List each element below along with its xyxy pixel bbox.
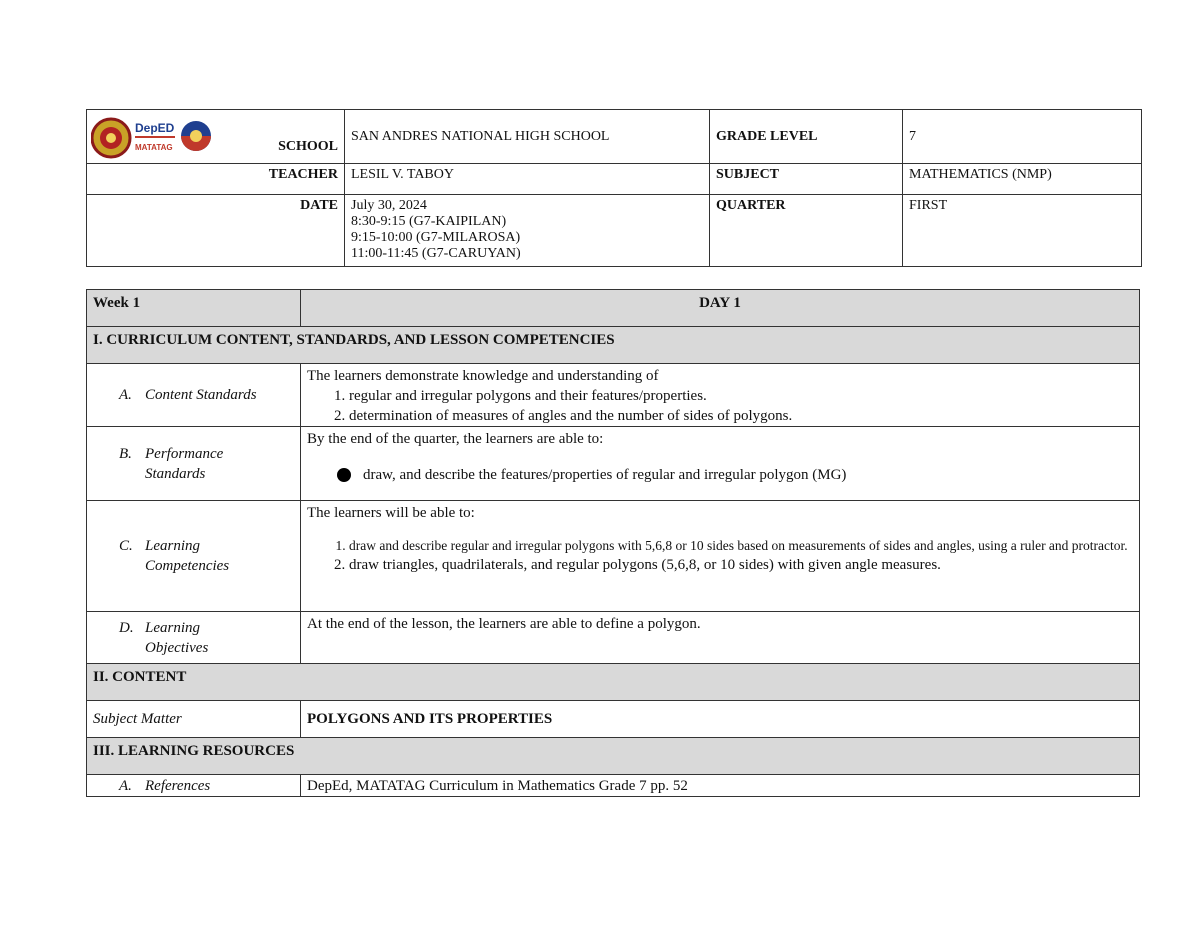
learning-objectives-letter: D. [119, 619, 134, 636]
learning-competencies-label [87, 501, 301, 612]
bullet-dot-icon [337, 468, 351, 482]
content-standards-list [307, 386, 1133, 426]
quarter-label: QUARTER [710, 195, 903, 267]
header-table [86, 109, 1142, 267]
school-label: SCHOOL [278, 139, 338, 154]
learning-competencies-list [307, 537, 1133, 575]
subject-matter-label: Subject Matter [87, 701, 301, 738]
date-line: 9:15-10:00 (G7-MILAROSA) [351, 230, 521, 245]
content-standards-letter: A. [119, 387, 132, 403]
learning-competencies-text1: Learning [145, 538, 201, 554]
subject-label: SUBJECT [710, 164, 903, 195]
learning-objectives-value: At the end of the lesson, the learners are able to define a polygon. [301, 612, 1140, 664]
week-label: Week 1 [87, 290, 301, 327]
deped-logos [91, 114, 221, 162]
learning-objectives-text1: Learning [145, 619, 201, 636]
date-line: July 30, 2024 [351, 198, 427, 213]
date-line: 11:00-11:45 (G7-CARUYAN) [351, 246, 521, 261]
list-item: 1. draw and describe regular and irregular polygons with 5,6,8 or 10 sides based on measurements of sides and angles, using a ruler and protractor. [349, 537, 1133, 555]
performance-standards-letter: B. [119, 445, 132, 462]
content-standards-value [301, 364, 1140, 427]
learning-competencies-letter: C. [119, 538, 133, 554]
svg-text:DepED: DepED [135, 121, 175, 135]
performance-standards-label [87, 427, 301, 501]
performance-standards-intro: By the end of the quarter, the learners are able to: [307, 431, 604, 447]
content-standards-label [87, 364, 301, 427]
learning-competencies-text2: Competencies [145, 558, 230, 574]
school-value: SAN ANDRES NATIONAL HIGH SCHOOL [345, 110, 710, 164]
list-item: 1. regular and irregular polygons and their features/properties. [349, 386, 1133, 406]
teacher-value: LESIL V. TABOY [345, 164, 710, 195]
performance-bullet [307, 465, 1133, 485]
performance-standards-value [301, 427, 1140, 501]
references-value: DepEd, MATATAG Curriculum in Mathematics Grade 7 pp. 52 [301, 775, 1140, 797]
school-seal-icon [92, 119, 130, 157]
svg-text:MATATAG: MATATAG [135, 143, 173, 152]
performance-standards-text1: Performance [145, 445, 224, 462]
deped-matatag-logo-icon [135, 121, 175, 152]
day-label: DAY 1 [301, 290, 1140, 327]
references-text: References [145, 777, 211, 794]
references-label [87, 775, 301, 797]
list-item: 2. determination of measures of angles and the number of sides of polygons. [349, 406, 1133, 426]
content-standards-text: Content Standards [145, 387, 257, 403]
grade-value: 7 [903, 110, 1142, 164]
date-line: 8:30-9:15 (G7-KAIPILAN) [351, 214, 507, 229]
subject-matter-value: POLYGONS AND ITS PROPERTIES [301, 701, 1140, 738]
section-content-heading: II. CONTENT [87, 664, 1140, 701]
list-item: 2. draw triangles, quadrilaterals, and regular polygons (5,6,8, or 10 sides) with given angle measures. [349, 555, 1133, 575]
teacher-label: TEACHER [87, 164, 345, 195]
content-standards-intro: The learners demonstrate knowledge and understanding of [307, 368, 659, 384]
performance-standards-text2: Standards [145, 465, 206, 482]
learning-objectives-text2: Objectives [145, 639, 209, 656]
quarter-value: FIRST [903, 195, 1142, 267]
performance-bullet-text: draw, and describe the features/properties of regular and irregular polygon (MG) [363, 467, 847, 483]
lesson-table [86, 289, 1140, 797]
date-label: DATE [87, 195, 345, 267]
learning-objectives-label [87, 612, 301, 664]
grade-label: GRADE LEVEL [710, 110, 903, 164]
school-label-cell [87, 110, 345, 164]
references-letter: A. [119, 777, 132, 794]
subject-value: MATHEMATICS (NMP) [903, 164, 1142, 195]
section-curriculum-heading: I. CURRICULUM CONTENT, STANDARDS, AND LESSON COMPETENCIES [87, 327, 1140, 364]
bagong-pilipinas-logo-icon [181, 121, 211, 151]
section-resources-heading: III. LEARNING RESOURCES [87, 738, 1140, 775]
learning-competencies-intro: The learners will be able to: [307, 505, 475, 521]
learning-competencies-value [301, 501, 1140, 612]
date-value [345, 195, 710, 267]
